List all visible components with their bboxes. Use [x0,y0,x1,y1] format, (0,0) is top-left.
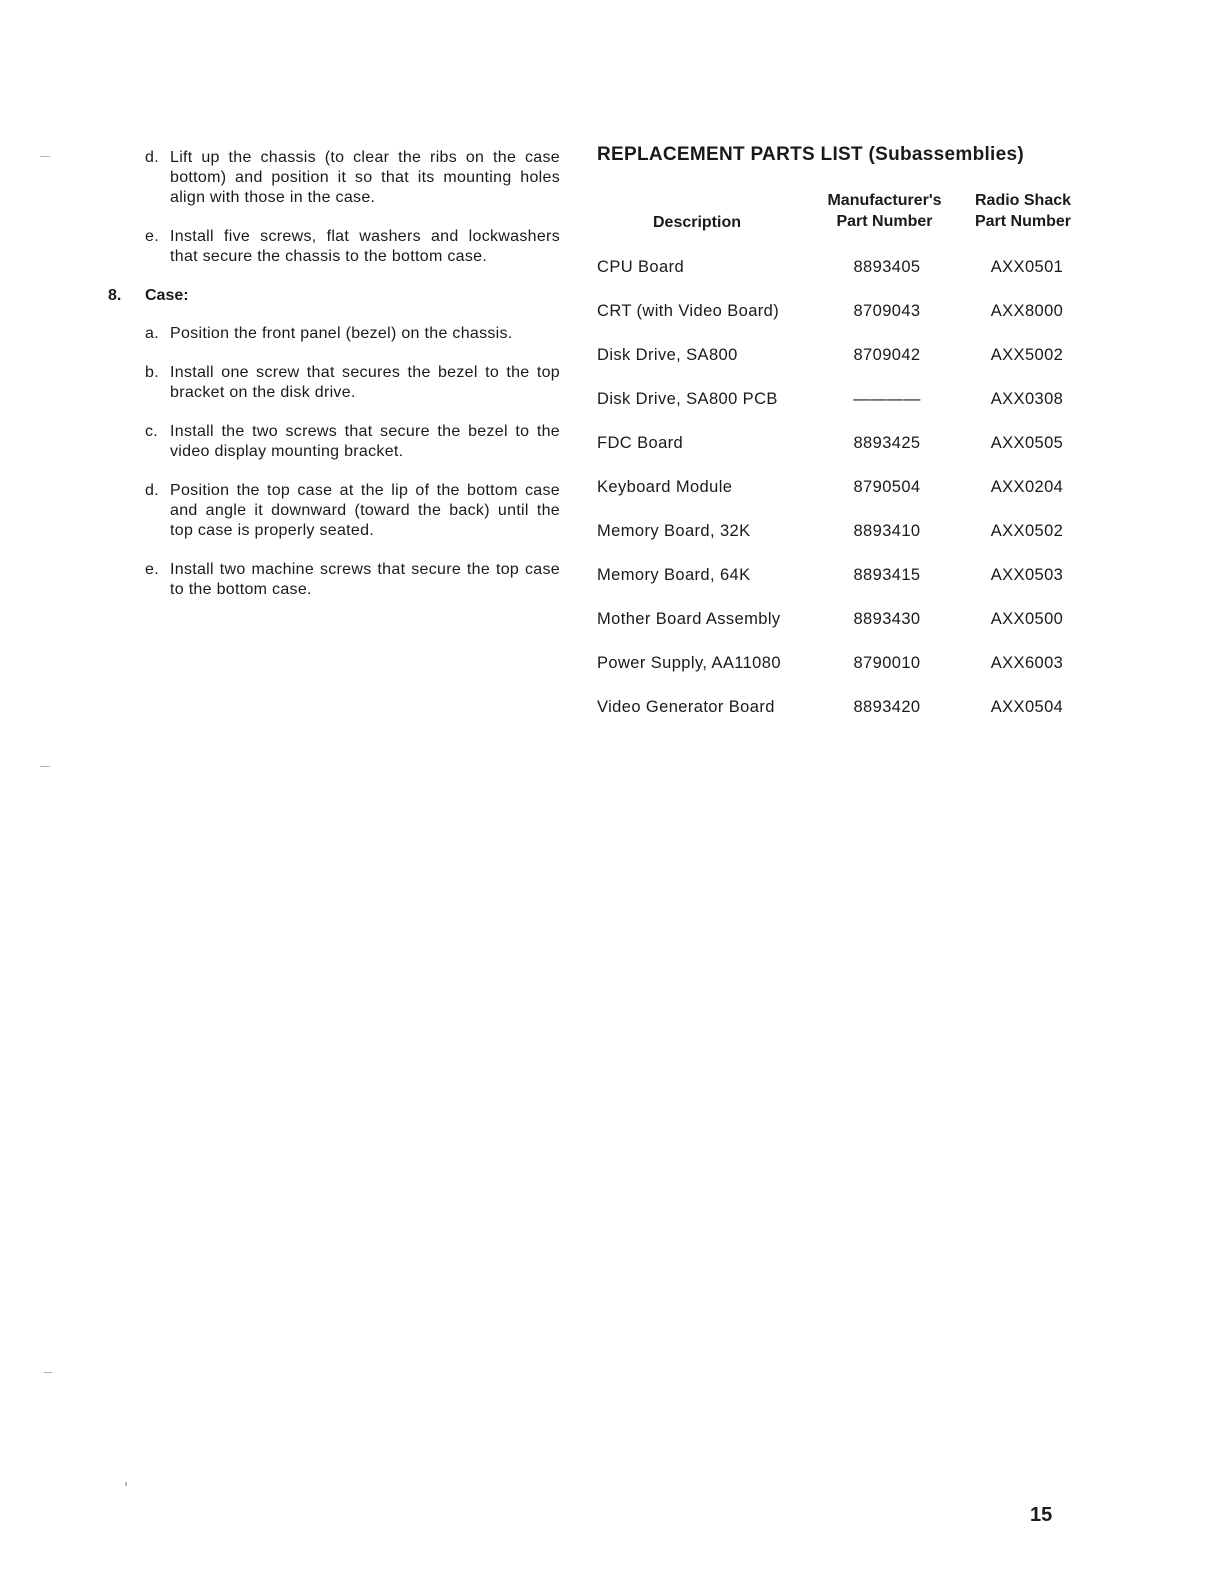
manufacturer-part-number: 8893420 [853,698,921,716]
manufacturer-part-number: 8790010 [853,654,921,672]
table-row [597,346,1097,390]
radio-shack-part-number: AXX0204 [990,478,1064,496]
step-text: Install the two screws that secure the bezel to the video display mounting bracket. [170,423,560,460]
radio-shack-part-number: AXX0504 [990,698,1064,716]
header-manufacturer-part-number [807,190,962,232]
radio-shack-part-number: AXX0505 [990,434,1064,452]
scan-mark [44,1372,52,1373]
header-description: Description [652,214,741,231]
part-description: CRT (with Video Board) [597,302,780,320]
step-text: Position the front panel (bezel) on the chassis. [170,325,513,342]
replacement-parts-list [597,144,1097,742]
table-row [597,610,1097,654]
step-text: Position the top case at the lip of the bottom case and angle it downward (toward the back) until the top case is properly seated. [170,482,560,539]
step-letter: d. [145,482,159,499]
header-rs-line1: Radio Shack [974,192,1072,209]
section-heading-case [100,286,560,306]
part-description: Power Supply, AA11080 [597,654,781,672]
part-description: Disk Drive, SA800 PCB [597,390,778,408]
header-rs-line2: Part Number [974,213,1072,230]
case-step-c [100,422,560,462]
table-row [597,302,1097,346]
manufacturer-part-number: ———— [853,390,921,408]
part-description: CPU Board [597,258,685,276]
radio-shack-part-number: AXX6003 [990,654,1064,672]
part-description: FDC Board [597,434,684,452]
step-text: Install two machine screws that secure the top case to the bottom case. [170,561,560,598]
table-row [597,258,1097,302]
table-row [597,654,1097,698]
part-description: Video Generator Board [597,698,775,716]
manufacturer-part-number: 8893430 [853,610,921,628]
section-title: Case: [145,287,189,304]
step-e-install-screws [100,227,560,267]
manufacturer-part-number: 8709043 [853,302,921,320]
page-number: 15 [1030,1504,1053,1526]
table-row [597,698,1097,742]
radio-shack-part-number: AXX5002 [990,346,1064,364]
table-row [597,478,1097,522]
table-row [597,390,1097,434]
radio-shack-part-number: AXX0501 [990,258,1064,276]
section-number: 8. [108,287,122,304]
part-description: Keyboard Module [597,478,733,496]
table-row [597,522,1097,566]
parts-table-header [597,190,1097,258]
parts-list-title: REPLACEMENT PARTS LIST (Subassemblies) [597,144,1024,165]
step-letter: a. [145,325,159,342]
header-mfr-line2: Part Number [836,213,933,230]
case-step-e [100,560,560,600]
manufacturer-part-number: 8709042 [853,346,921,364]
header-radio-shack-part-number [947,190,1099,232]
part-description: Memory Board, 64K [597,566,751,584]
radio-shack-part-number: AXX0500 [990,610,1064,628]
scan-mark [40,766,50,767]
case-step-d [100,481,560,541]
part-description: Disk Drive, SA800 [597,346,738,364]
step-text: Install one screw that secures the bezel to the top bracket on the disk drive. [170,364,560,401]
step-text: Install five screws, flat washers and lockwashers that secure the chassis to the bottom case. [170,228,560,265]
scan-mark [40,156,50,157]
header-mfr-line1: Manufacturer's [827,192,942,209]
radio-shack-part-number: AXX0308 [990,390,1064,408]
table-row [597,434,1097,478]
part-description: Memory Board, 32K [597,522,751,540]
case-step-a [100,324,560,344]
manufacturer-part-number: 8790504 [853,478,921,496]
scan-mark [125,1482,127,1486]
step-letter: d. [145,149,159,166]
parts-table-body [597,258,1097,742]
table-row [597,566,1097,610]
radio-shack-part-number: AXX8000 [990,302,1064,320]
step-text: Lift up the chassis (to clear the ribs on the case bottom) and position it so that its mounting holes align with those in the case. [170,149,560,206]
case-step-b [100,363,560,403]
radio-shack-part-number: AXX0503 [990,566,1064,584]
step-letter: c. [145,423,159,440]
step-letter: b. [145,364,159,381]
step-letter: e. [145,561,159,578]
manufacturer-part-number: 8893410 [853,522,921,540]
step-d-lift-chassis [100,148,560,208]
step-letter: e. [145,228,159,245]
part-description: Mother Board Assembly [597,610,781,628]
instructions-column [100,148,560,619]
manufacturer-part-number: 8893425 [853,434,921,452]
radio-shack-part-number: AXX0502 [990,522,1064,540]
manufacturer-part-number: 8893415 [853,566,921,584]
manufacturer-part-number: 8893405 [853,258,921,276]
